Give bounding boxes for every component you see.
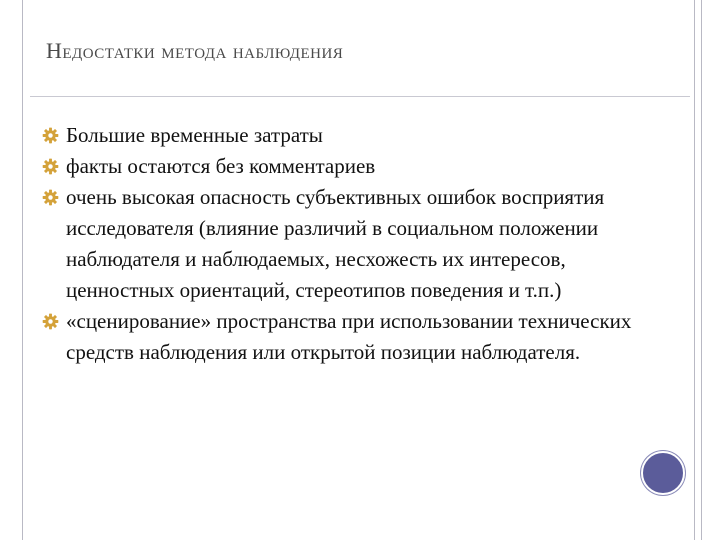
gear-icon	[42, 127, 59, 144]
bullet-item	[42, 306, 652, 368]
bullet-text: «сценирование» пространства при использовании технических средств наблюдения или открытой позиции наблюдателя.	[66, 309, 632, 364]
bullet-text: Большие временные затраты	[66, 123, 323, 147]
bullet-list	[42, 120, 652, 368]
gear-icon	[42, 158, 59, 175]
bullet-item	[42, 120, 652, 151]
right-border-line-outer	[701, 0, 702, 540]
gear-icon	[42, 313, 59, 330]
gear-icon	[42, 189, 59, 206]
bullet-item	[42, 182, 652, 306]
decorative-circle	[641, 451, 685, 495]
bullet-item	[42, 151, 652, 182]
title-divider	[30, 96, 690, 97]
slide-title: Недостатки метода наблюдения	[46, 38, 344, 63]
bullet-text: факты остаются без комментариев	[66, 154, 376, 178]
left-border-line	[22, 0, 23, 540]
bullet-text: очень высокая опасность субъективных ошибок восприятия исследователя (влияние различий в социальном положении наблюдателя и наблюдаемых, несхожесть их интересов, ценностных ориентаций, стереотипов поведения и т.п.)	[66, 185, 605, 302]
right-border-line	[694, 0, 695, 540]
